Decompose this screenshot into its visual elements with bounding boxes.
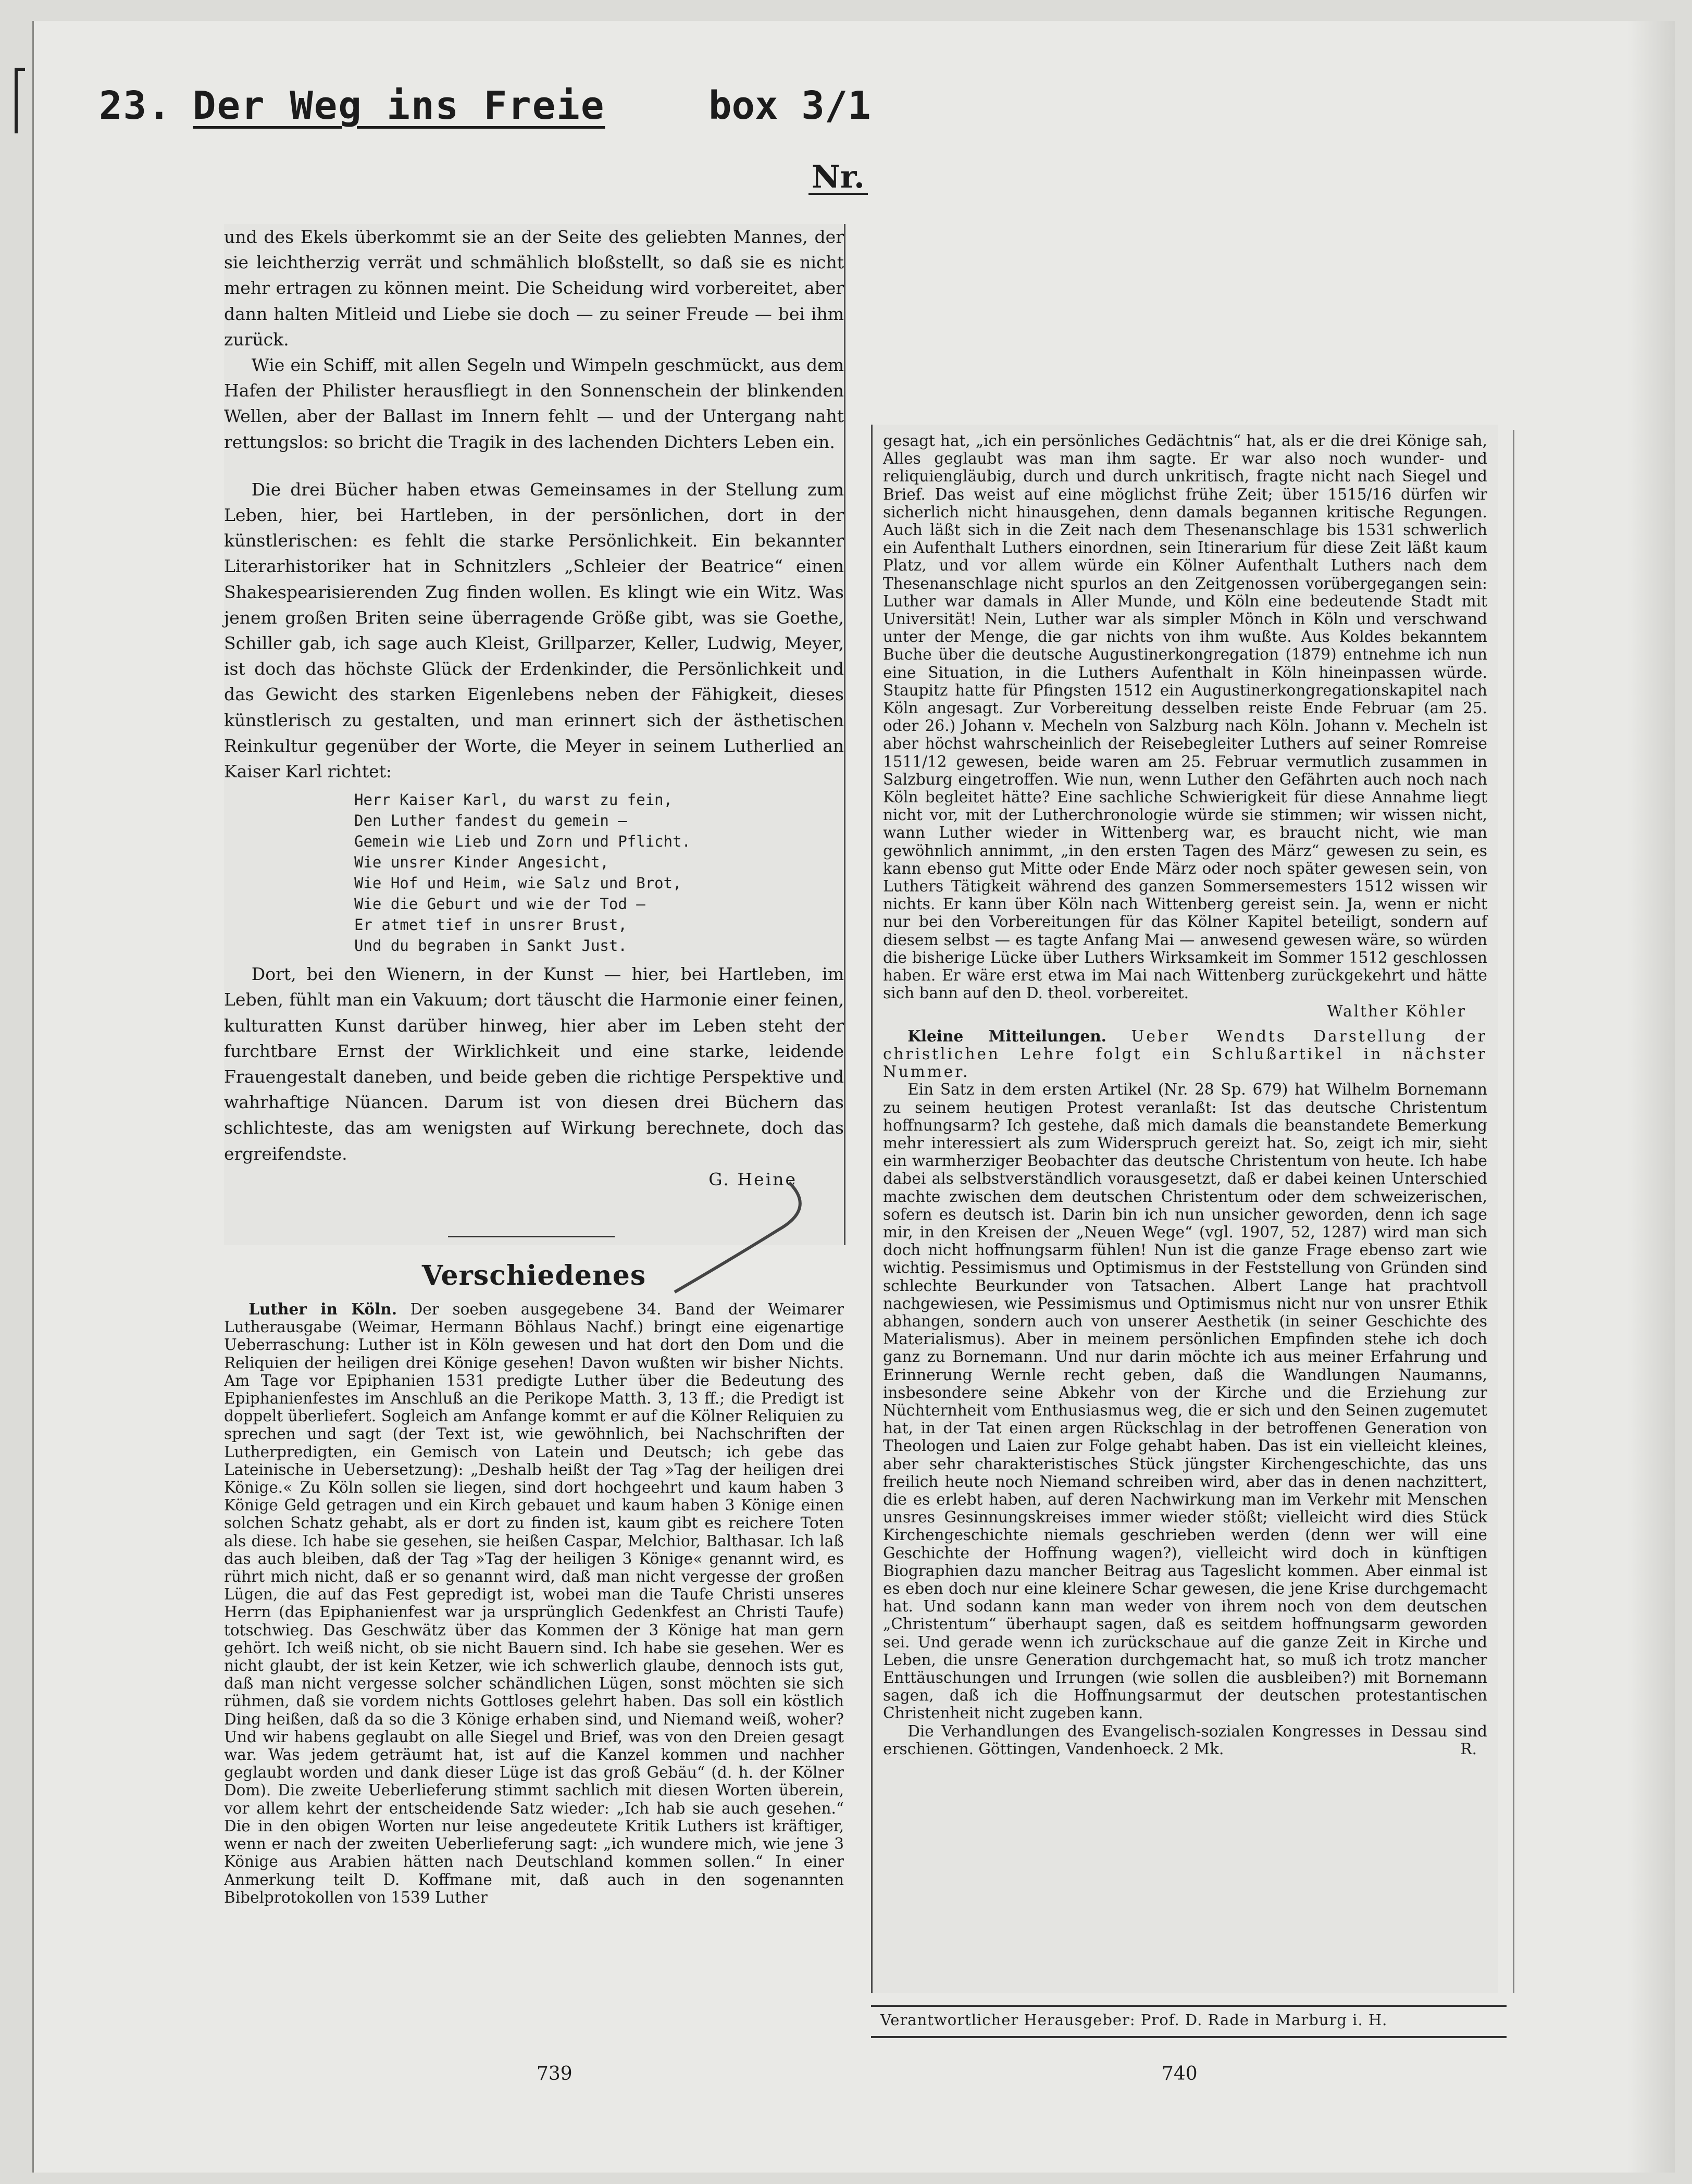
closing-paragraph: Dort, bei den Wienern, in der Kunst — hier, bei Hartleben, im Leben, fühlt man ein Vakuum; dort täuscht die Harmonie einer feinen, kulturatten Kunst darüber hinweg, hier aber im Leben steht der furchtbare Ernst der Wirklichkeit und eine starke, leidende Frauengestalt daneben, und beide geben die richtige Perspektive und wahrhaftige Nüancen. Darum ist von diesen drei Büchern das schlichteste, das am wenigsten auf Wirkung berechnete, doch das ergreifendste. bbox=[224, 964, 844, 1164]
article-lead: Luther in Köln. bbox=[248, 1300, 397, 1318]
imprint-text: Verantwortlicher Herausgeber: Prof. D. Rade in Marburg i. H. bbox=[880, 2011, 1388, 2029]
archive-label-title: Der Weg ins Freie bbox=[193, 83, 605, 128]
luther-verse bbox=[354, 789, 844, 956]
left-upper-clipping bbox=[224, 224, 845, 1245]
notice-first: Ueber Wendts Darstellung der christlichen Lehre folgt ein Schlußartikel in nächster Nummer. bbox=[883, 1027, 1487, 1081]
congress-text: Die Verhandlungen des Evangelisch-sozialen Kongresses in Dessau sind erschienen. Göttingen, Vandenhoeck. 2 Mk. bbox=[883, 1722, 1487, 1758]
archive-label-number: 23. bbox=[99, 83, 172, 128]
congress-signature: R. bbox=[1460, 1740, 1477, 1758]
page-number-right: 740 bbox=[1162, 2063, 1198, 2084]
luther-article-paragraph bbox=[224, 1300, 844, 1906]
notices-intro bbox=[883, 1027, 1487, 1081]
right-column-page-740 bbox=[871, 425, 1498, 1993]
luther-article-text bbox=[224, 1300, 844, 1906]
verse-line: Er atmet tief in unsrer Brust, bbox=[354, 916, 627, 934]
luther-in-koeln-article bbox=[224, 1300, 844, 1906]
author-signature: G. Heine bbox=[708, 1169, 797, 1189]
left-upper-text bbox=[224, 224, 844, 1192]
verse-line: Gemein wie Lieb und Zorn und Pflicht. bbox=[354, 833, 691, 851]
verse-line: Herr Kaiser Karl, du warst zu fein, bbox=[354, 791, 673, 809]
paragraph-3: Die drei Bücher haben etwas Gemeinsames in der Stellung zum Leben, hier, bei Hartleben, in der persönlichen, dort in der künstlerischen: es fehlt die starke Persönlichkeit. Ein bekannter Literarhistoriker hat in Schnitzlers „Schleier der Beatrice“ einen Shakespearisierenden Zug finden wollen. Es klingt wie ein Witz. Was jenem großen Briten seine überragende Größe gibt, was sie Goethe, Schiller gab, ich sage auch Kleist, Grillparzer, Keller, Ludwig, Meyer, ist doch das höchste Glück der Erdenkinder, die Persönlichkeit und das Gewicht des starken Eigenlebens neben der Fähigkeit, dieses künstlerisch zu gestalten, und man erinnert sich der ästhetischen Reinkultur gegenüber der Worte, die Meyer in seinem Lutherlied an Kaiser Karl richtet: bbox=[224, 479, 844, 782]
verse-line: Den Luther fandest du gemein — bbox=[354, 812, 627, 830]
imprint-line bbox=[880, 2011, 1500, 2029]
paragraph-2: Wie ein Schiff, mit allen Segeln und Wimpeln geschmückt, aus dem Hafen der Philister herausfliegt in den Sonnenschein der blinkenden Wellen, aber der Ballast im Innern fehlt — und der Untergang naht rettungslos: so bricht die Tragik in des lachenden Dichters Leben ein. bbox=[224, 355, 844, 452]
verse-line: Wie Hof und Heim, wie Salz und Brot, bbox=[354, 874, 682, 892]
paragraph-1: und des Ekels überkommt sie an der Seite des geliebten Mannes, der sie leichtherzig verrät und schmählich bloßstellt, so daß sie es nicht mehr ertragen zu können meint. Die Scheidung wird vorbereitet, aber dann halten Mitleid und Liebe sie doch — zu seiner Freude — bei ihm zurück. bbox=[224, 227, 844, 350]
issue-marker: Nr. bbox=[808, 162, 868, 195]
continuation-paragraph: gesagt hat, „ich ein persönliches Gedächtnis“ hat, als er die drei Könige sah, Alles geglaubt was man ihm sagte. Er war also noch wunder- und reliquiengläubig, durch und durch unkritisch, fragte nicht nach Siegel und Brief. Das weist auf eine möglichst frühe Zeit; über 1515/16 dürfen wir sicherlich nicht hinausgehen, denn damals begannen kritische Regungen. Auch läßt sich in die Zeit nach dem Thesenanschlage bis 1531 schwerlich ein Aufenthalt Luthers einordnen, sein Itinerarium für diese Zeit läßt kaum Platz, und vor allem würde ein Kölner Aufenthalt Luthers nach dem Thesenanschlage nicht spurlos an den Zeitgenossen vorübergegangen sein: Luther war damals in Aller Munde, und Köln eine bedeutende Stadt mit Universität! Nein, Luther war als simpler Mönch in Köln und verschwand unter der Menge, die gar nichts von ihm wußte. Aus Koldes bekanntem Buche über die deutsche Augustinerkongregation (1879) entnehme ich nun eine Situation, in die Luthers Aufenthalt in Köln hineinpassen würde. Staupitz hatte für Pfingsten 1512 ein Augustinerkongregationskapitel nach Köln angesagt. Zur Vorbereitung desselben reiste Ende Februar (am 25. oder 26.) Johann v. Mecheln von Salzburg nach Köln. Johann v. Mecheln ist aber höchst wahrscheinlich der Reisebegleiter Luthers auf seiner Romreise 1511/12 gewesen, beide waren am 25. Februar vermutlich zusammen in Salzburg eingetroffen. Wie nun, wenn Luther den Gefährten auch noch nach Köln begleitet hätte? Eine sachliche Schwierigkeit für diese Annahme liegt nicht vor, mit der Lutherchronologie würde sie stimmen; wir wissen nicht, wann Luther wieder in Wittenberg war, es braucht nicht, wie man gewöhnlich annimmt, „in den ersten Tagen des März“ gewesen zu sein, es kann ebenso gut Mitte oder Ende März oder noch später gewesen sein, von Luthers Tätigkeit während des ganzen Sommersemesters 1512 wissen wir nichts. Er kann über Köln nach Wittenberg gereist sein. Ja, wenn er nicht nur bei den Vorbereitungen für das Kölner Kapitel beteiligt, sondern auf diesem selbst — es tagte Anfang Mai — anwesend gewesen wäre, so würden die bisherige Lücke über Luthers Wirksamkeit im Sommer 1512 geschlossen haben. Er wäre erst etwa im Mai nach Wittenberg zurückgekehrt und hätte sich bann auf den D. theol. vorbereitet. bbox=[883, 432, 1487, 1002]
notice-lead: Kleine Mitteilungen. bbox=[907, 1026, 1106, 1045]
koehler-signature: Walther Köhler bbox=[1327, 1002, 1466, 1020]
verse-line: Und du begraben in Sankt Just. bbox=[354, 937, 627, 955]
right-column-text bbox=[883, 432, 1487, 1758]
notice-body: Ein Satz in dem ersten Artikel (Nr. 28 Sp. 679) hat Wilhelm Bornemann zu seinem heutigen Protest veranlaßt: Ist das deutsche Christentum hoffnungsarm? Ich gestehe, daß mich damals die beanstandete Bemerkung mehr interessiert als zum Widerspruch gereizt hat. So, zeigt ich mir, sieht ein warmherziger Beobachter das deutsche Christentum von heute. Ich habe dabei als selbstverständlich vorausgesetzt, daß er dabei keinen Unterschied machte zwischen dem deutschen Christentum oder dem schweizerischen, sofern es deutsch ist. Darin bin ich nun unsicher geworden, denn ich sage mir, in den Kreisen der „Neuen Wege“ (vgl. 1907, 52, 1287) wird man sich doch nicht hoffnungsarm fühlen! Nun ist die ganze Frage ebenso zart wie wichtig. Pessimismus und Optimismus in der Feststellung von Gründen sind schlechte Beurkunder von Tatsachen. Albert Lange hat prachtvoll nachgewiesen, wie Pessimismus und Optimismus nicht nur von unsrer Ethik abhangen, sondern auch von unserer Aesthetik (in seiner Geschichte des Materialismus). Aber in meinem persönlichen Empfinden stehe ich doch ganz zu Bornemann. Und nur darin möchte ich aus meiner Erfahrung und Erinnerung Wernle recht geben, daß die Wandlungen Naumanns, insbesondere seine Abkehr von der Kirche und die Erziehung zur Nüchternheit vom Enthusiasmus weg, die er sich und den Seinen zugemutet hat, in der Tat einen argen Rückschlag in der betroffenen Generation von Theologen und Laien zur Folge gehabt haben. Das ist ein vielleicht kleines, aber sehr charakteristisches Stück jüngster Kirchengeschichte, das uns freilich heute noch Niemand schreiben wird, aber das in denen nachzittert, die es erlebt haben, auf deren Nachwirkung man im Verkehr mit Menschen unsres Gesinnungskreises immer wieder stößt; vielleicht wird dies Stück Kirchengeschichte niemals geschrieben werden (denn wer will eine Geschichte der Hoffnung wagen?), vielleicht wird doch in künftigen Biographien dazu mancher Beitrag aus Tageslicht kommen. Aber einmal ist es eben doch nur eine kleinere Schar gewesen, die jene Krise durchgemacht hat. Und sodann kann man weder von ihrem noch von dem deutschen „Christentum“ überhaupt sagen, daß es seitdem hoffnungsarm geworden sei. Und gerade wenn ich zurückschaue auf die ganze Zeit in Kirche und Leben, die unsre Generation durchgemacht hat, so muß ich trotz mancher Enttäuschungen und Irrungen (wie sollen die ausbleiben?) mit Bornemann sagen, daß ich die Hoffnungsarmut der deutschen protestantischen Christenheit nicht zugeben kann. bbox=[883, 1081, 1487, 1722]
article-body: Der soeben ausgegebene 34. Band der Weimarer Lutherausgabe (Weimar, Hermann Böhlaus Nachf.) bringt eine eigenartige Ueberraschung: Luther ist in Köln gewesen und hat dort den Dom und die Reliquien der heiligen drei Könige gesehen! Davon wußten wir bisher Nichts. Am Tage vor Epiphanien 1531 predigte Luther über die Bedeutung des Epiphanienfestes im Anschluß an die Perikope Matth. 3, 13 ff.; die Predigt ist doppelt überliefert. Sogleich am Anfange kommt er auf die Kölner Reliquien zu sprechen und sagt (der Text ist, wie gewöhnlich, bei Nachschriften der Lutherpredigten, ein Gemisch von Latein und Deutsch; ich gebe das Lateinische in Uebersetzung): „Deshalb heißt der Tag »Tag der heiligen drei Könige.« Zu Köln sollen sie liegen, sind dort hochgeehrt und kaum haben 3 Könige Geld getragen und ein Kirch gebauet und kaum haben 3 Könige einen solchen Schatz gehabt, als er dort zu finden ist, kaum gibt es reichere Toten als diese. Ich habe sie gesehen, sie heißen Caspar, Melchior, Balthasar. Ich laß das auch bleiben, daß der Tag »Tag der heiligen 3 Könige« genannt wird, es rührt mich nicht, daß er so genannt wird, daß man nicht vergesse der großen Lügen, die auf das Fest gepredigt ist, wobei man die Taufe Christi unseres Herrn (das Epiphanienfest war ja ursprünglich Gedenkfest an Christi Taufe) totschwieg. Das Geschwätz über das Kommen der 3 Könige hat man gern gehört. Ich weiß nicht, ob sie nicht Bauern sind. Ich habe sie gesehen. Wer es nicht glaubt, der ist kein Ketzer, wie ich schwerlich glaube, dennoch ists gut, daß man nicht vergesse solcher schändlichen Lügen, sonst möchten sie sich rühmen, daß sie vordem nichts Gottloses gelehrt haben. Das soll ein köstlich Ding heißen, daß da so die 3 Könige erhaben sind, und Niemand weiß, woher? Und wir habens geglaubt on alle Siegel und Brief, was von den Dreien gesagt war. Was jedem geträumt hat, ist auf die Kanzel kommen und nachher geglaubt worden und dank dieser Lüge ist das groß Gebäu“ (d. h. der Kölner Dom). Die zweite Ueberlieferung stimmt sachlich mit diesen Worten überein, vor allem kehrt der entscheidende Satz wieder: „Ich hab sie auch gesehen.“ Die in den obigen Worten nur leise angedeutete Kritik Luthers ist kräftiger, wenn er nach der zweiten Ueberlieferung sagt: „ich wundere mich, wie jene 3 Könige aus Arabien hätten nach Deutschland kommen sollen.“ In einer Anmerkung teilt D. Koffmane mit, daß auch in den sogenannten Bibelprotokollen von 1539 Luther bbox=[224, 1300, 844, 1906]
verse-line: Wie unsrer Kinder Angesicht, bbox=[354, 853, 609, 872]
section-heading: Verschiedenes bbox=[421, 1260, 646, 1292]
column-edge-rule bbox=[1513, 430, 1514, 1993]
verse-line: Wie die Geburt und wie der Tod — bbox=[354, 895, 645, 913]
heading-rule bbox=[448, 1236, 615, 1237]
imprint-rule-top bbox=[871, 2005, 1507, 2007]
corner-bracket-mark bbox=[15, 68, 25, 133]
imprint-rule-bottom bbox=[871, 2036, 1507, 2038]
page-number-left: 739 bbox=[537, 2063, 573, 2084]
archive-label-box: box 3/1 bbox=[708, 83, 871, 128]
sheet-edge-shadow bbox=[1628, 21, 1675, 2173]
congress-notice bbox=[883, 1722, 1487, 1758]
